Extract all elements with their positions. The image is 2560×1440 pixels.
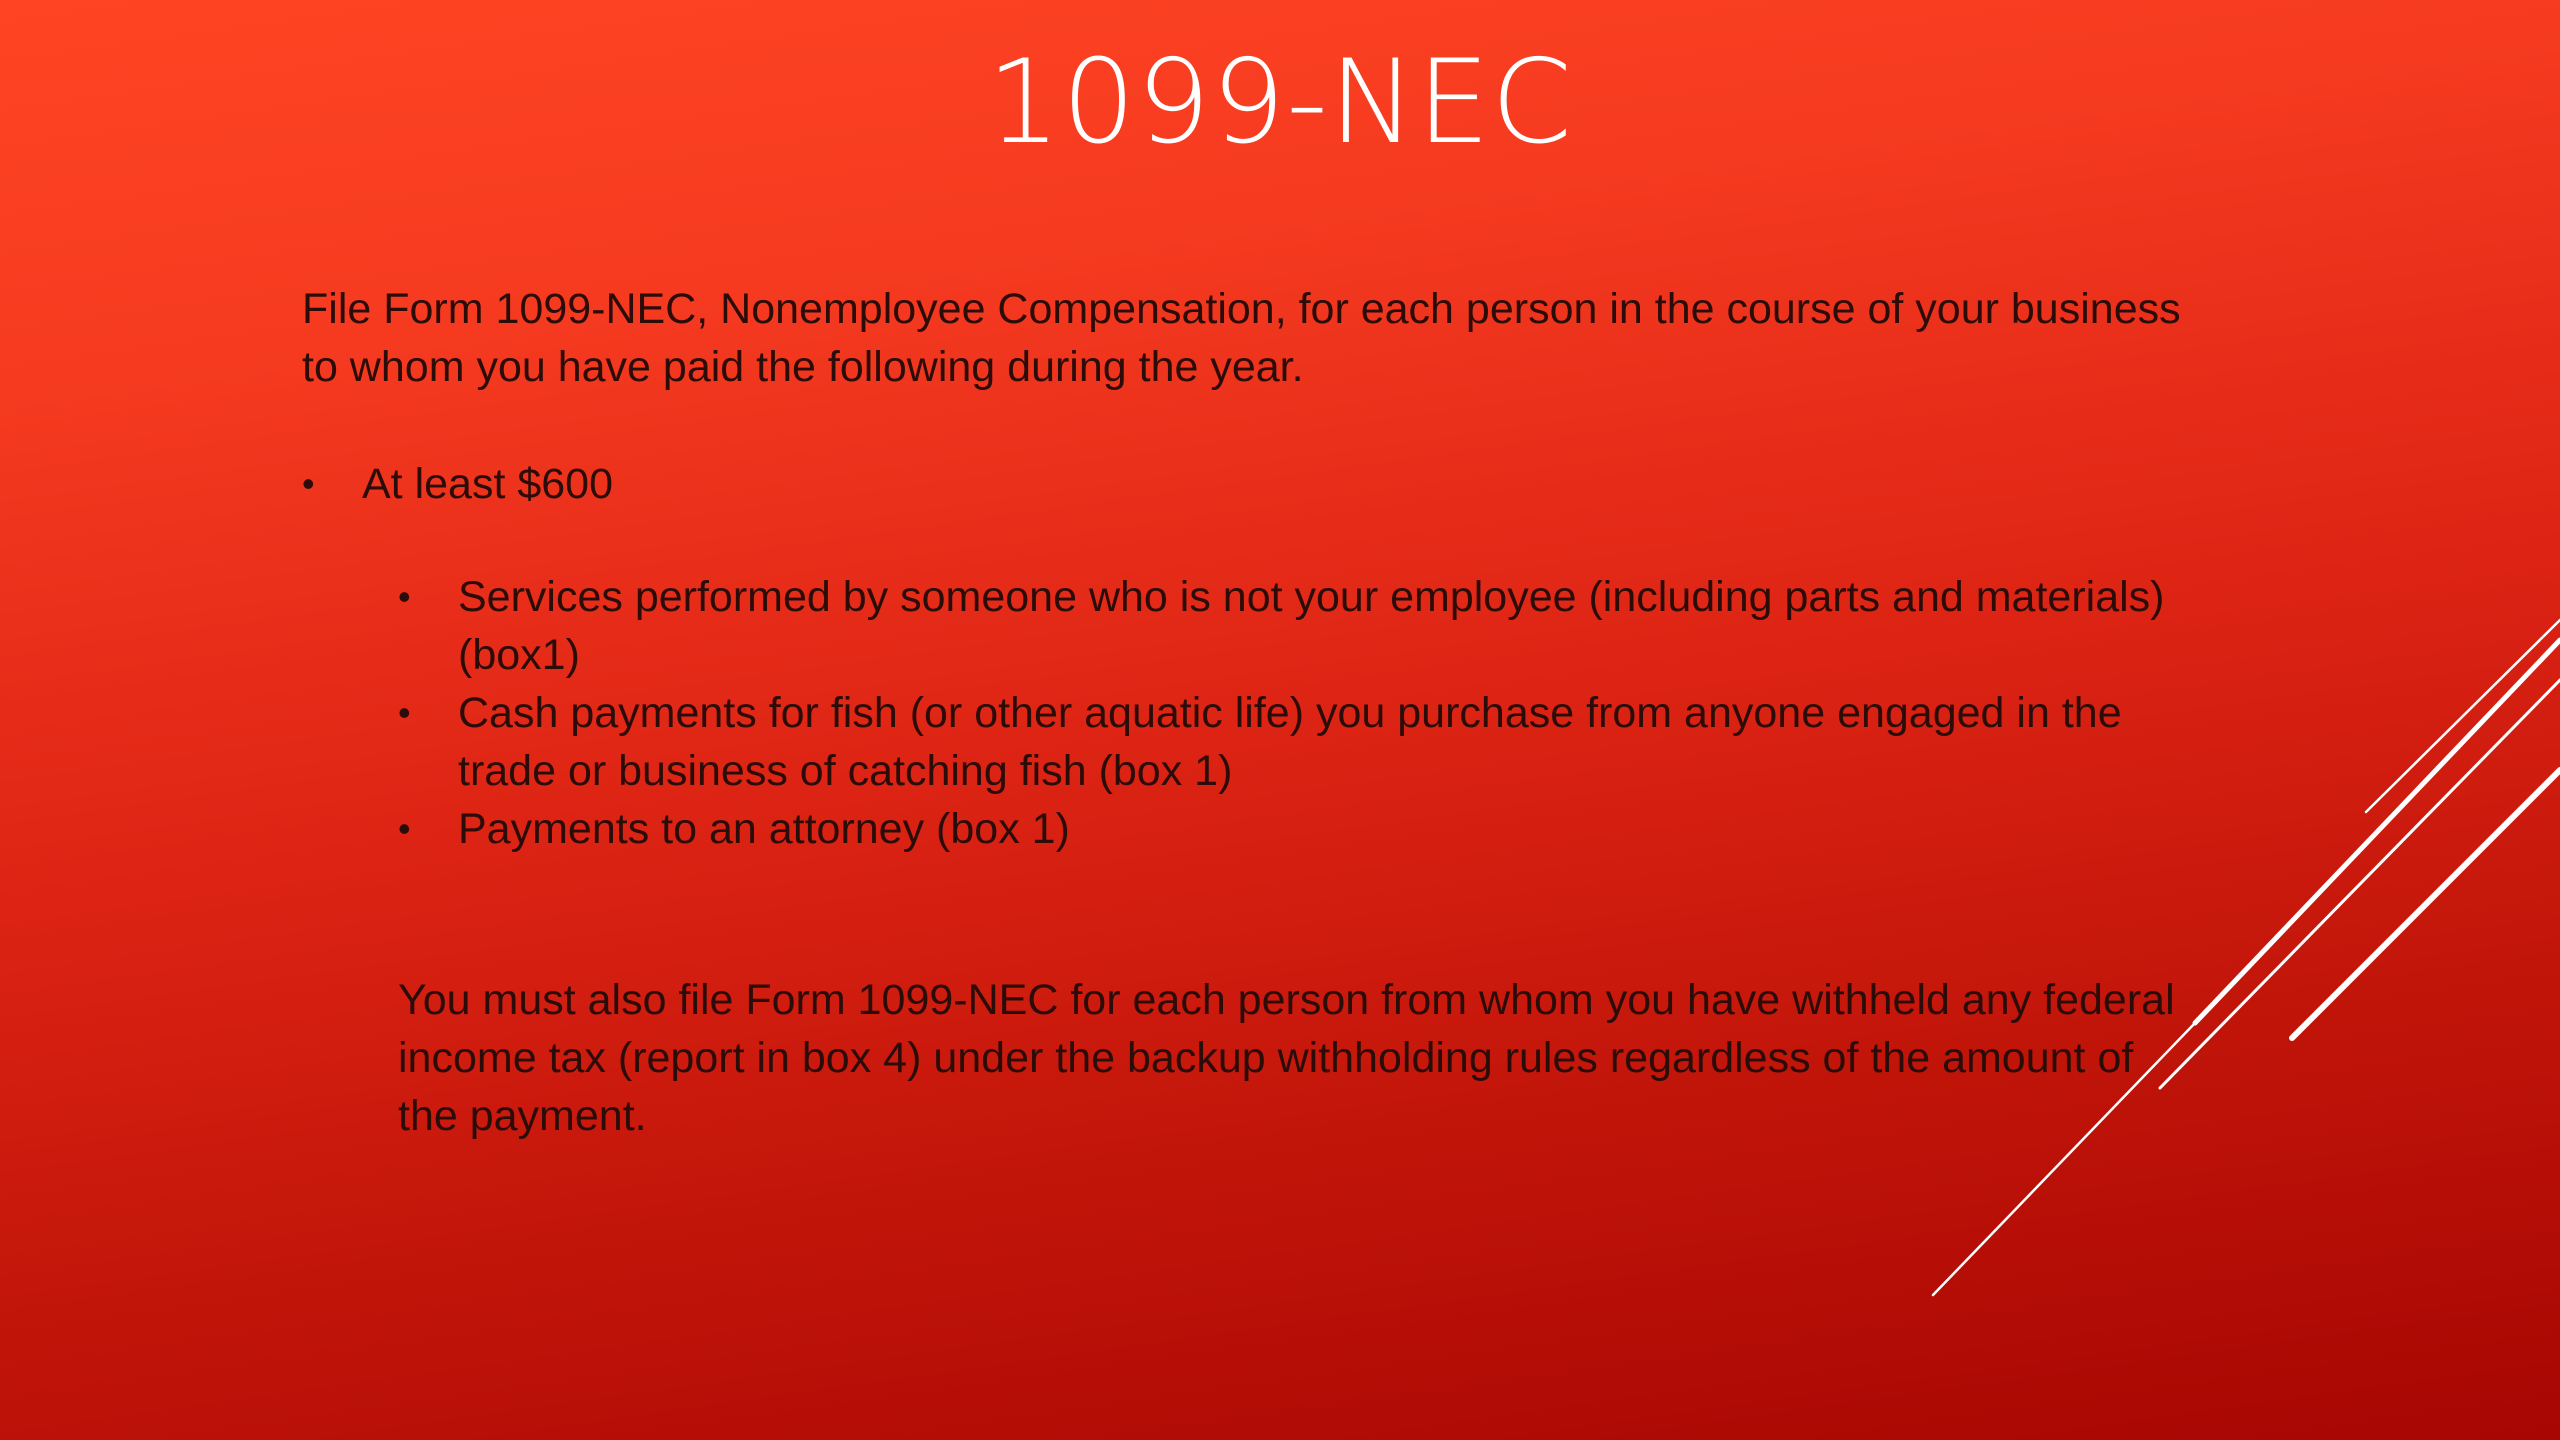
sub-bullet-text: Cash payments for fish (or other aquatic life) you purchase from anyone engaged in the trade or business of catching fish (box 1) (458, 689, 2122, 795)
bullet-dot-icon: • (398, 808, 411, 849)
decorative-line (2195, 640, 2560, 1023)
sub-bullet-text: Services performed by someone who is not your employee (including parts and materials) (box1) (458, 573, 2165, 679)
decorative-line (2160, 680, 2560, 1088)
slide-title: 1099-NEC (986, 35, 1574, 170)
bullet-dot-icon: • (302, 463, 315, 504)
bullet-dot-icon: • (398, 692, 411, 733)
bullet-main (302, 455, 613, 513)
bullet-main-text: At least $600 (362, 460, 614, 508)
sub-bullet-item (398, 800, 2218, 858)
decorative-line (2366, 620, 2560, 812)
sub-bullet-item (398, 684, 2218, 800)
closing-paragraph: You must also file Form 1099-NEC for each person from whom you have withheld any federal income tax (report in box 4) under the backup withholding rules regardless of the amount of the payment. (398, 976, 2175, 1140)
decorative-line (2292, 770, 2560, 1038)
intro-paragraph: File Form 1099-NEC, Nonemployee Compensation, for each person in the course of your business to whom you have paid the following during the year. (302, 285, 2181, 391)
sub-bullet-list (398, 568, 2218, 858)
sub-bullet-text: Payments to an attorney (box 1) (458, 805, 1070, 853)
sub-bullet-item (398, 568, 2218, 684)
bullet-dot-icon: • (398, 576, 411, 617)
